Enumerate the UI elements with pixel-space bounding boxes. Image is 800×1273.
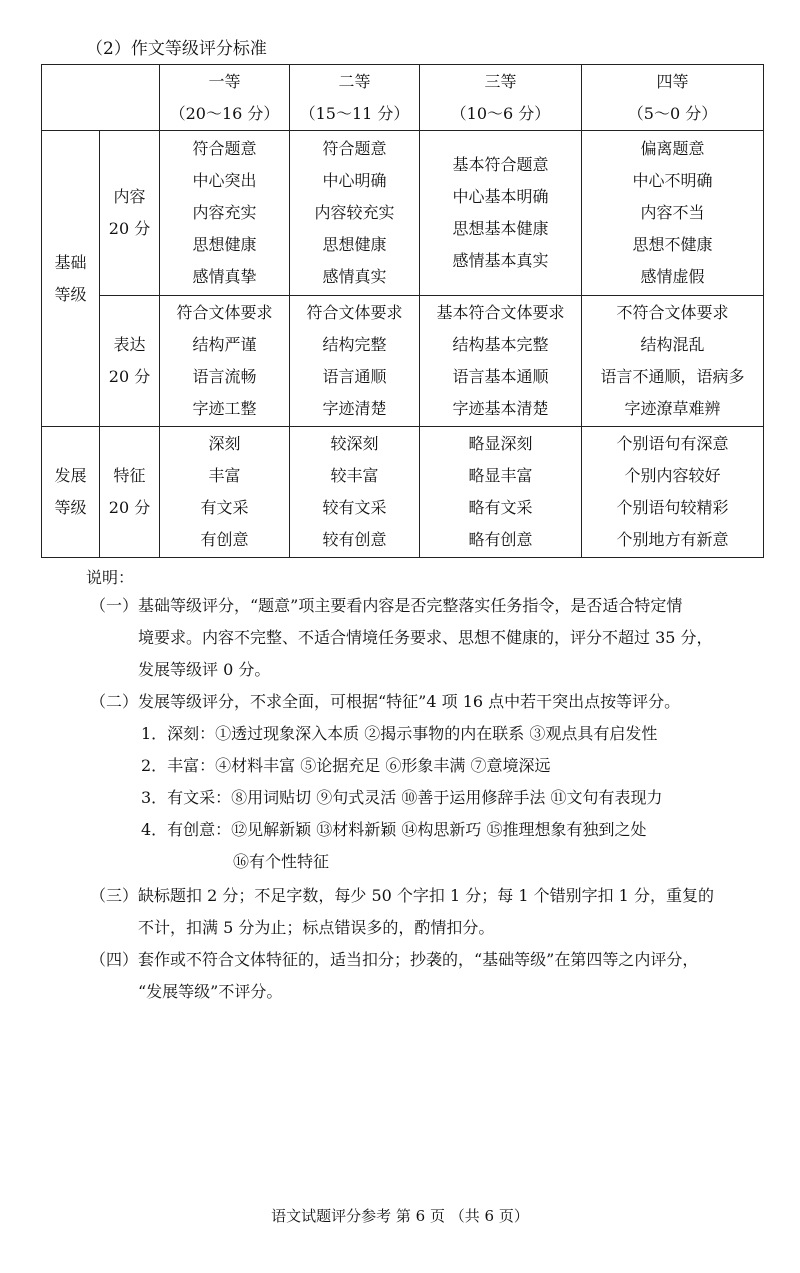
notes-title: 说明： [86, 568, 135, 587]
content-row [42, 131, 764, 296]
expression-cell-4: 不符合文体要求 结构混乱 语言不通顺，语病多 字迹潦草难辨 [582, 296, 764, 427]
note-2-line: 发展等级评分，不求全面，可根据“特征”4 项 16 点中若干突出点按等评分。 [138, 692, 681, 711]
feature-cell-1: 深刻 丰富 有文采 有创意 [160, 427, 290, 558]
expression-cell-1: 符合文体要求 结构严谨 语言流畅 字迹工整 [160, 296, 290, 427]
header-cell-4: 四等 （5～0 分） [582, 65, 764, 131]
table-corner-cell [42, 65, 160, 131]
note-1-line: 发展等级评 0 分。 [138, 660, 271, 679]
note-4-line: 套作或不符合文体特征的，适当扣分；抄袭的，“基础等级”在第四等之内评分， [138, 950, 699, 969]
note-1-line: 境要求。内容不完整、不适合情境任务要求、思想不健康的，评分不超过 35 分， [138, 628, 713, 647]
section-heading: （2）作文等级评分标准 [86, 39, 267, 59]
note-3-line: 缺标题扣 2 分；不足字数，每少 50 个字扣 1 分；每 1 个错别字扣 1 分，重复的 [138, 886, 714, 905]
criteria-item: 4．有创意：⑫见解新颖 ⑬材料新颖 ⑭构思新巧 ⑮推理想象有独到之处 [141, 820, 647, 839]
content-cell-2: 符合题意 中心明确 内容较充实 思想健康 感情真实 [290, 131, 420, 296]
grading-table [41, 64, 764, 558]
note-2-number: （二） [90, 692, 139, 711]
feature-row [42, 427, 764, 558]
note-1-line: 基础等级评分，“题意”项主要看内容是否完整落实任务指令，是否适合特定情 [138, 596, 683, 615]
header-cell-3: 三等 （10～6 分） [420, 65, 582, 131]
feature-cell-2: 较深刻 较丰富 较有文采 较有创意 [290, 427, 420, 558]
feature-cell-3: 略显深刻 略显丰富 略有文采 略有创意 [420, 427, 582, 558]
criteria-item: 2．丰富：④材料丰富 ⑤论据充足 ⑥形象丰满 ⑦意境深远 [141, 756, 551, 775]
note-1-number: （一） [90, 596, 139, 615]
note-3-line: 不计，扣满 5 分为止；标点错误多的，酌情扣分。 [138, 918, 495, 937]
content-cell-4: 偏离题意 中心不明确 内容不当 思想不健康 感情虚假 [582, 131, 764, 296]
header-cell-2: 二等 （15～11 分） [290, 65, 420, 131]
expression-label: 表达 20 分 [100, 296, 160, 427]
note-4-line: “发展等级”不评分。 [138, 982, 283, 1001]
note-4-number: （四） [90, 950, 139, 969]
criteria-item: 3．有文采：⑧用词贴切 ⑨句式灵活 ⑩善于运用修辞手法 ⑪文句有表现力 [141, 788, 663, 807]
note-2 [90, 686, 760, 718]
expression-row [42, 296, 764, 427]
content-cell-3: 基本符合题意 中心基本明确 思想基本健康 感情基本真实 [420, 131, 582, 296]
feature-cell-4: 个别语句有深意 个别内容较好 个别语句较精彩 个别地方有新意 [582, 427, 764, 558]
note-3 [90, 880, 760, 944]
page-footer: 语文试题评分参考 第 6 页 （共 6 页） [271, 1207, 529, 1225]
expression-cell-2: 符合文体要求 结构完整 语言通顺 字迹清楚 [290, 296, 420, 427]
note-3-number: （三） [90, 886, 139, 905]
development-level-label: 发展 等级 [42, 427, 100, 558]
basic-level-label: 基础 等级 [42, 131, 100, 427]
note-1 [90, 590, 760, 686]
content-cell-1: 符合题意 中心突出 内容充实 思想健康 感情真挚 [160, 131, 290, 296]
header-cell-1: 一等 （20～16 分） [160, 65, 290, 131]
criteria-item: ⑯有个性特征 [233, 852, 330, 871]
note-4 [90, 944, 760, 1008]
criteria-item: 1．深刻：①透过现象深入本质 ②揭示事物的内在联系 ③观点具有启发性 [141, 724, 658, 743]
content-label: 内容 20 分 [100, 131, 160, 296]
expression-cell-3: 基本符合文体要求 结构基本完整 语言基本通顺 字迹基本清楚 [420, 296, 582, 427]
feature-label: 特征 20 分 [100, 427, 160, 558]
table-header-row [42, 65, 764, 131]
